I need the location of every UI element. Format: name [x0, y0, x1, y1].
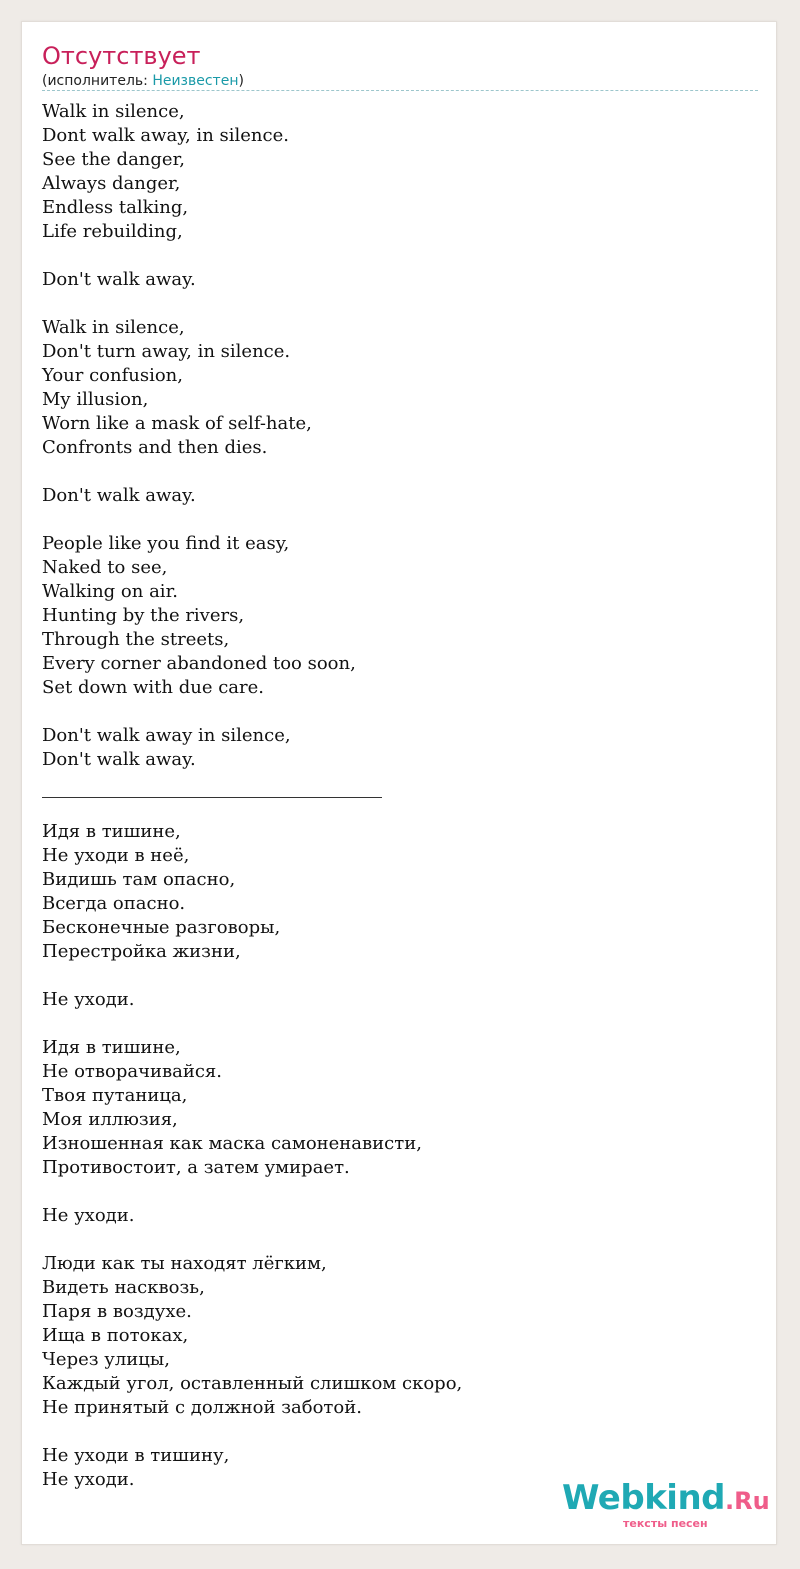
- lyric-line: [42, 700, 758, 724]
- lyric-line: Don't walk away.: [42, 269, 196, 290]
- lyric-line: [42, 460, 758, 484]
- lyrics-text: [42, 100, 758, 1492]
- lyric-line: Не принятый с должной заботой.: [42, 1397, 362, 1418]
- title-divider: [42, 90, 758, 91]
- lyric-line: Каждый угол, оставленный слишком скоро,: [42, 1373, 463, 1394]
- artist-suffix: ): [238, 73, 244, 89]
- lyric-line: Бесконечные разговоры,: [42, 917, 281, 938]
- lyric-line: Не отворачивайся.: [42, 1061, 223, 1082]
- lyric-line: Every corner abandoned too soon,: [42, 653, 356, 674]
- lyric-line: Your confusion,: [42, 365, 183, 386]
- webkind-logo[interactable]: [562, 1478, 770, 1530]
- lyric-line: [42, 244, 758, 268]
- lyric-line: Endless talking,: [42, 197, 189, 218]
- lyric-line: Идя в тишине,: [42, 821, 181, 842]
- artist-prefix: (исполнитель:: [42, 73, 153, 89]
- lyrics-translation: [42, 820, 758, 1492]
- lyric-line: People like you find it easy,: [42, 533, 290, 554]
- lyric-line: [42, 1180, 758, 1204]
- lyric-line: Dont walk away, in silence.: [42, 125, 289, 146]
- lyric-line: Naked to see,: [42, 557, 168, 578]
- lyric-line: Люди как ты находят лёгким,: [42, 1253, 327, 1274]
- lyric-line: Не уходи.: [42, 1205, 135, 1226]
- lyric-line: Не уходи.: [42, 989, 135, 1010]
- lyric-line: Не уходи в тишину,: [42, 1445, 230, 1466]
- lyric-line: Set down with due care.: [42, 677, 265, 698]
- lyric-line: Противостоит, а затем умирает.: [42, 1157, 350, 1178]
- lyric-line: Ища в потоках,: [42, 1325, 189, 1346]
- translation-separator: [42, 772, 758, 820]
- lyric-line: [42, 1420, 758, 1444]
- lyric-line: Walk in silence,: [42, 317, 185, 338]
- lyric-line: Through the streets,: [42, 629, 230, 650]
- lyrics-card: [21, 21, 777, 1545]
- lyric-line: See the danger,: [42, 149, 185, 170]
- lyric-line: Через улицы,: [42, 1349, 170, 1370]
- lyric-line: Don't turn away, in silence.: [42, 341, 291, 362]
- lyric-line: Worn like a mask of self-hate,: [42, 413, 312, 434]
- lyric-line: Не уходи.: [42, 1469, 135, 1490]
- lyric-line: Always danger,: [42, 173, 181, 194]
- song-title: Отсутствует: [42, 42, 201, 70]
- lyric-line: Не уходи в неё,: [42, 845, 190, 866]
- lyric-line: My illusion,: [42, 389, 149, 410]
- lyric-line: Перестройка жизни,: [42, 941, 241, 962]
- lyric-line: Идя в тишине,: [42, 1037, 181, 1058]
- lyric-line: Don't walk away.: [42, 749, 196, 770]
- lyric-line: [42, 964, 758, 988]
- lyric-line: Don't walk away in silence,: [42, 725, 291, 746]
- lyric-line: Hunting by the rivers,: [42, 605, 245, 626]
- lyric-line: Видеть насквозь,: [42, 1277, 205, 1298]
- logo-tld-text: .Ru: [725, 1487, 770, 1515]
- logo-main-text: Webkind: [562, 1478, 725, 1518]
- artist-link[interactable]: Неизвестен: [152, 73, 239, 89]
- lyric-line: [42, 1012, 758, 1036]
- lyric-line: Walking on air.: [42, 581, 178, 602]
- lyric-line: Изношенная как маска самоненависти,: [42, 1133, 422, 1154]
- lyric-line: [42, 508, 758, 532]
- artist-line: [42, 72, 244, 90]
- lyric-line: Walk in silence,: [42, 101, 185, 122]
- lyric-line: Паря в воздухе.: [42, 1301, 192, 1322]
- lyric-line: Life rebuilding,: [42, 221, 183, 242]
- lyric-line: Всегда опасно.: [42, 893, 186, 914]
- logo-tagline: тексты песен: [623, 1517, 708, 1530]
- lyric-line: Видишь там опасно,: [42, 869, 236, 890]
- lyric-line: Моя иллюзия,: [42, 1109, 178, 1130]
- lyric-line: [42, 1228, 758, 1252]
- lyric-line: Don't walk away.: [42, 485, 196, 506]
- lyric-line: Confronts and then dies.: [42, 437, 268, 458]
- lyric-line: [42, 292, 758, 316]
- lyric-line: Твоя путаница,: [42, 1085, 188, 1106]
- lyrics-original: [42, 100, 758, 772]
